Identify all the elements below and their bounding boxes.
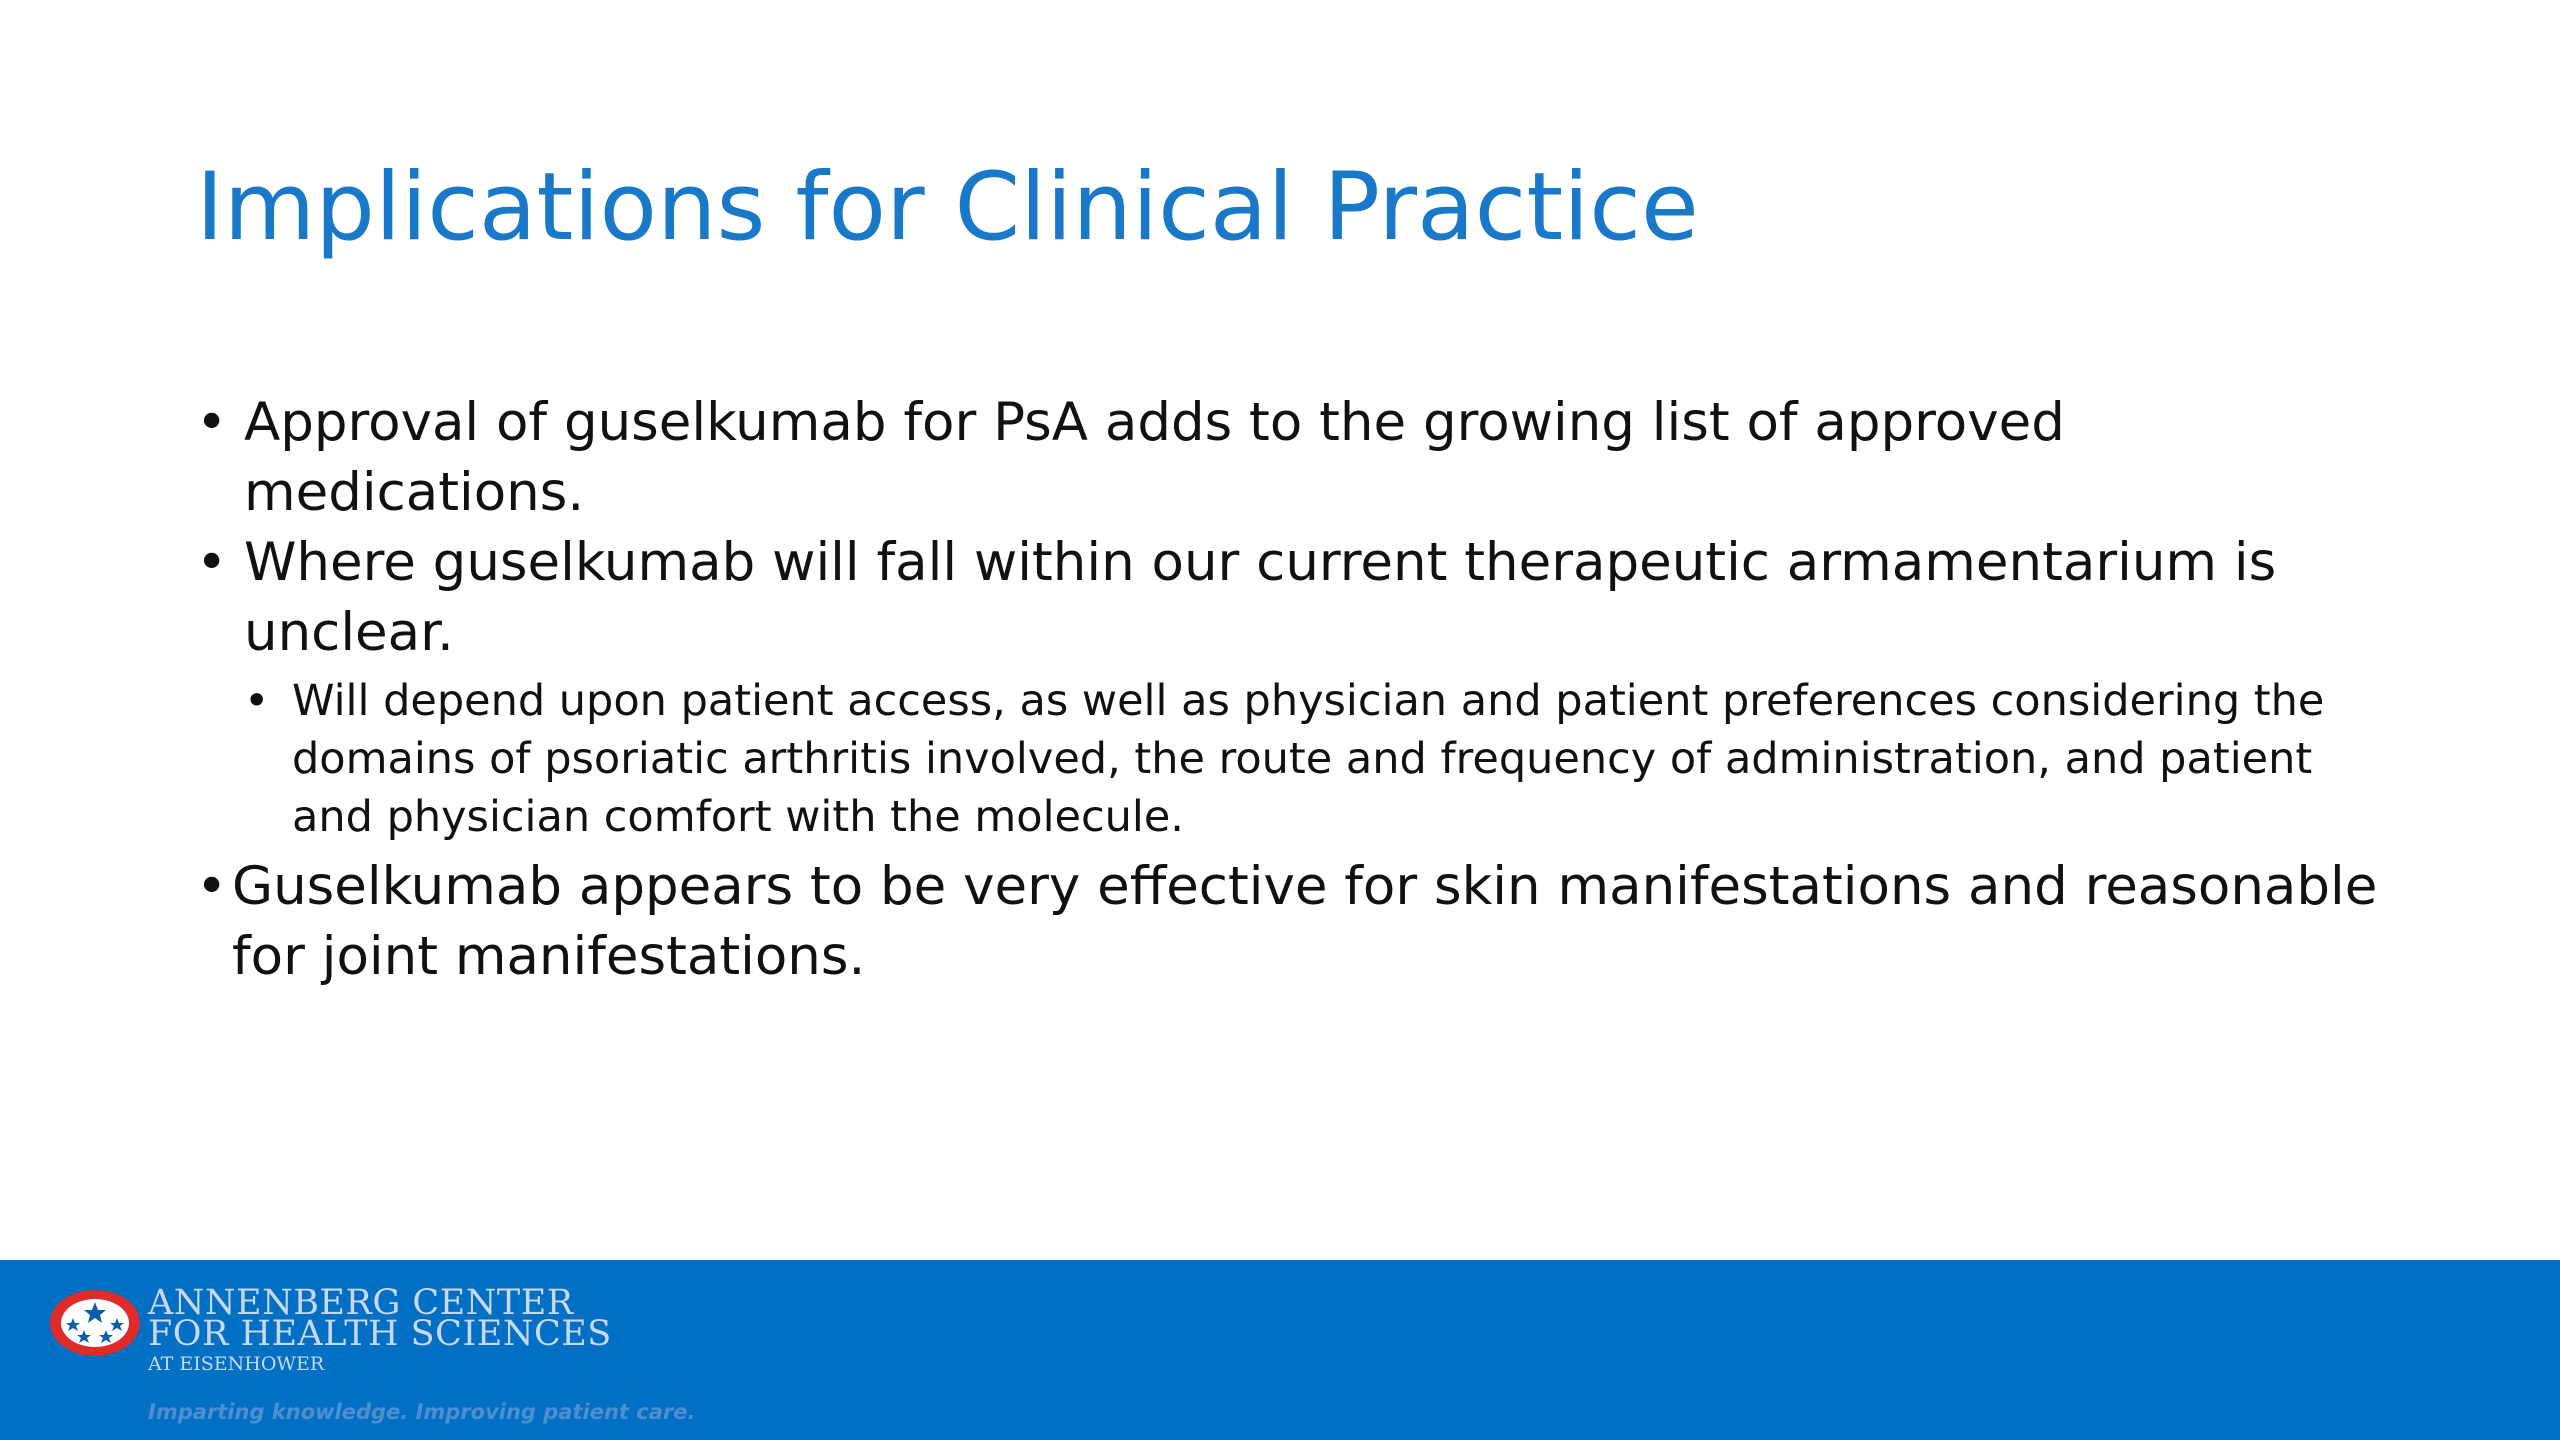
bullet-item: [196, 528, 2396, 668]
logo-line-3: AT EISENHOWER: [148, 1353, 325, 1375]
bullet-marker: •: [196, 392, 228, 453]
footer-bar: [0, 1260, 2560, 1440]
bullet-marker: •: [196, 856, 228, 917]
slide-title: Implications for Clinical Practice: [196, 153, 1699, 262]
bullet-text: Approval of guselkumab for PsA adds to the growing list of approved medications.: [244, 392, 2065, 523]
bullet-text: Guselkumab appears to be very effective for skin manifestations and reasonable for joint manifestations.: [232, 856, 2378, 987]
sub-bullet-item: [196, 672, 2396, 846]
sub-bullet-text: Will depend upon patient access, as well as physician and patient preferences considering the domains of psoriatic arthritis involved, the route and frequency of administration, and patient and physician comfort with the molecule.: [292, 676, 2325, 842]
bullet-text: Where guselkumab will fall within our current therapeutic armamentarium is unclear.: [244, 532, 2277, 663]
annenberg-star-logo-icon: [48, 1288, 142, 1358]
bullet-item: [196, 852, 2396, 992]
logo-tagline: Imparting knowledge. Improving patient care.: [148, 1400, 696, 1424]
slide-body: [196, 388, 2396, 992]
annenberg-logo: [48, 1283, 808, 1428]
logo-line-1: ANNENBERG CENTER: [148, 1283, 574, 1323]
logo-line-2: FOR HEALTH SCIENCES: [148, 1314, 612, 1354]
bullet-marker: •: [196, 532, 228, 593]
logo-wordmark: [148, 1283, 612, 1376]
sub-bullet-marker: •: [244, 676, 270, 726]
bullet-item: [196, 388, 2396, 528]
